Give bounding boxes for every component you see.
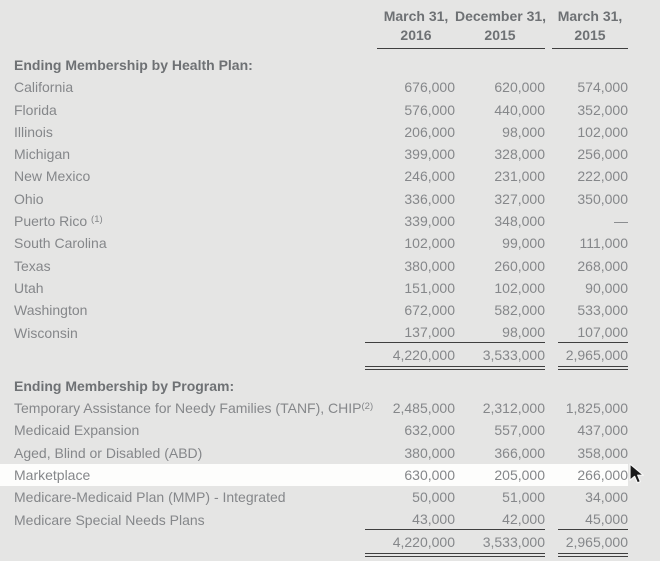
value-column-2 xyxy=(455,188,545,210)
table-row xyxy=(0,442,628,464)
value-column-3 xyxy=(545,165,628,187)
double-rule xyxy=(455,553,545,557)
value-column-3 xyxy=(545,419,628,441)
value-column-3 xyxy=(545,509,628,531)
value-column-3 xyxy=(545,143,628,165)
grand-total-value: 4,220,000 xyxy=(392,533,455,550)
column-header-date-line1: December 31, xyxy=(455,8,547,24)
table-row xyxy=(0,165,628,187)
double-rule xyxy=(365,366,455,370)
table-row xyxy=(0,299,628,321)
value-column-2 xyxy=(455,143,545,165)
header-spacer xyxy=(0,6,365,49)
value-cell: 557,000 xyxy=(494,422,545,439)
value-cell: 151,000 xyxy=(404,279,455,296)
value-cell: 34,000 xyxy=(585,489,628,506)
value-cell: 266,000 xyxy=(577,467,628,484)
value-cell: 205,000 xyxy=(494,467,545,484)
table-row xyxy=(0,99,628,121)
table-row xyxy=(0,419,628,441)
value-column-2 xyxy=(455,397,545,419)
table-row xyxy=(0,277,628,299)
value-cell: 98,000 xyxy=(455,322,545,344)
row-label: Utah xyxy=(14,279,44,296)
grand-total-value: 3,533,000 xyxy=(482,346,545,363)
total-column-1 xyxy=(365,344,455,370)
superscript-footnote-ref: (2) xyxy=(361,400,374,412)
table-row xyxy=(0,486,628,508)
grand-total-value: 4,220,000 xyxy=(392,346,455,363)
double-rule xyxy=(558,553,628,557)
membership-table xyxy=(0,6,647,557)
column-header-date-line1: March 31, xyxy=(383,8,449,24)
value-cell: 328,000 xyxy=(494,146,545,163)
column-header-date-line2: 2015 xyxy=(574,27,606,43)
value-cell: 90,000 xyxy=(585,279,628,296)
value-cell: 576,000 xyxy=(404,101,455,118)
value-column-2 xyxy=(455,442,545,464)
table-row xyxy=(0,76,628,98)
value-column-3 xyxy=(545,232,628,254)
grand-total-value: 2,965,000 xyxy=(565,346,628,363)
value-column-2 xyxy=(455,76,545,98)
section-title: Ending Membership by Health Plan: xyxy=(14,57,253,73)
value-cell: 348,000 xyxy=(494,213,545,230)
table-row xyxy=(0,143,628,165)
value-column-2 xyxy=(455,232,545,254)
double-rule xyxy=(558,366,628,370)
value-cell: 43,000 xyxy=(365,509,455,531)
total-wrap xyxy=(558,344,628,370)
row-label: Illinois xyxy=(14,123,53,140)
value-cell: 620,000 xyxy=(494,79,545,96)
value-column-2 xyxy=(455,419,545,441)
row-label: Ohio xyxy=(14,190,44,207)
value-column-1 xyxy=(365,277,455,299)
value-cell: 352,000 xyxy=(577,101,628,118)
superscript-footnote-ref: (1) xyxy=(91,213,103,225)
value-column-1 xyxy=(365,232,455,254)
row-label: Florida xyxy=(14,101,57,118)
value-cell: 358,000 xyxy=(577,444,628,461)
value-cell: 246,000 xyxy=(404,168,455,185)
value-cell: 42,000 xyxy=(455,509,545,531)
value-cell: 437,000 xyxy=(577,422,628,439)
total-column-2 xyxy=(455,531,545,557)
value-cell: 102,000 xyxy=(577,123,628,140)
row-label: Wisconsin xyxy=(14,324,78,341)
row-label: Washington xyxy=(14,302,88,319)
value-column-2 xyxy=(455,299,545,321)
value-column-1 xyxy=(365,99,455,121)
section-title: Ending Membership by Program: xyxy=(14,377,235,394)
value-column-2 xyxy=(455,121,545,143)
row-label: California xyxy=(14,79,74,96)
value-column-1 xyxy=(365,143,455,165)
value-cell: 231,000 xyxy=(494,168,545,185)
value-column-3 xyxy=(545,486,628,508)
value-cell: 582,000 xyxy=(494,302,545,319)
value-column-3 xyxy=(545,99,628,121)
table-row xyxy=(0,397,628,419)
value-cell: 2,312,000 xyxy=(482,400,545,417)
grand-total-value: 2,965,000 xyxy=(565,533,628,550)
table-row xyxy=(0,121,628,143)
grand-total-value: 3,533,000 xyxy=(482,533,545,550)
value-cell: 98,000 xyxy=(502,123,545,140)
value-cell: 440,000 xyxy=(494,101,545,118)
value-column-3 xyxy=(545,210,628,232)
value-column-2 xyxy=(455,509,545,531)
column-header-date-line2: 2015 xyxy=(484,27,516,43)
row-label: Temporary Assistance for Needy Families (TANF), CHIP$^{(2)}$ xyxy=(14,400,374,417)
value-column-3 xyxy=(545,255,628,277)
value-cell: 111,000 xyxy=(579,235,628,252)
value-cell: 630,000 xyxy=(404,467,455,484)
table-row-highlighted xyxy=(0,464,628,486)
value-cell: 51,000 xyxy=(502,489,545,506)
value-cell: 260,000 xyxy=(494,257,545,274)
value-column-1 xyxy=(365,255,455,277)
value-column-2 xyxy=(455,165,545,187)
total-column-1 xyxy=(365,531,455,557)
value-cell: 137,000 xyxy=(365,322,455,344)
total-wrap xyxy=(455,344,545,370)
value-column-1 xyxy=(365,419,455,441)
value-cell: 380,000 xyxy=(404,257,455,274)
table-row xyxy=(0,232,628,254)
value-cell: 50,000 xyxy=(412,489,455,506)
value-cell: 533,000 xyxy=(577,302,628,319)
value-column-1 xyxy=(365,210,455,232)
total-wrap xyxy=(365,531,455,557)
total-row-spacer xyxy=(0,344,365,370)
column-header-date-line1: March 31, xyxy=(557,8,623,24)
value-cell: 2,485,000 xyxy=(392,400,455,417)
value-column-2 xyxy=(455,210,545,232)
value-column-2 xyxy=(455,255,545,277)
column-header-date-line2: 2016 xyxy=(400,27,432,43)
value-column-1 xyxy=(365,165,455,187)
value-cell: 222,000 xyxy=(577,168,628,185)
value-column-2 xyxy=(455,99,545,121)
column-header-march-2015 xyxy=(552,6,628,49)
value-cell: 268,000 xyxy=(577,257,628,274)
table-row xyxy=(0,210,628,232)
total-wrap xyxy=(558,531,628,557)
value-cell: 206,000 xyxy=(404,123,455,140)
value-column-3 xyxy=(545,76,628,98)
table-row xyxy=(0,509,628,531)
value-column-1 xyxy=(365,486,455,508)
value-column-2 xyxy=(455,322,545,344)
row-label: Michigan xyxy=(14,146,71,163)
value-column-2 xyxy=(455,464,545,486)
value-column-1 xyxy=(365,509,455,531)
value-cell: 676,000 xyxy=(404,79,455,96)
total-column-3 xyxy=(545,531,628,557)
value-cell: 380,000 xyxy=(404,444,455,461)
value-cell: 256,000 xyxy=(577,146,628,163)
value-column-1 xyxy=(365,322,455,344)
table-row xyxy=(0,322,628,344)
value-column-2 xyxy=(455,277,545,299)
value-column-3 xyxy=(545,442,628,464)
column-header-march-2016 xyxy=(377,6,455,49)
row-label: New Mexico xyxy=(14,168,91,185)
value-column-3 xyxy=(545,322,628,344)
row-label: Texas xyxy=(14,257,51,274)
table-row xyxy=(0,255,628,277)
value-cell: — xyxy=(614,213,628,230)
value-column-1 xyxy=(365,121,455,143)
value-column-1 xyxy=(365,442,455,464)
value-cell: 632,000 xyxy=(404,422,455,439)
row-label: Marketplace xyxy=(14,467,91,484)
total-row xyxy=(0,531,628,557)
total-row-spacer xyxy=(0,531,365,557)
value-cell: 339,000 xyxy=(404,213,455,230)
value-cell: 102,000 xyxy=(494,279,545,296)
value-column-1 xyxy=(365,464,455,486)
column-header-december-2015 xyxy=(455,6,545,49)
value-cell: 574,000 xyxy=(577,79,628,96)
value-column-3 xyxy=(545,277,628,299)
value-column-1 xyxy=(365,188,455,210)
row-label: Puerto Rico $^{(1)}$ xyxy=(14,213,103,230)
value-cell: 1,825,000 xyxy=(565,400,628,417)
value-cell: 399,000 xyxy=(404,146,455,163)
value-cell: 45,000 xyxy=(558,509,628,531)
total-column-2 xyxy=(455,344,545,370)
value-column-3 xyxy=(545,188,628,210)
total-wrap xyxy=(455,531,545,557)
value-cell: 99,000 xyxy=(502,235,545,252)
value-column-1 xyxy=(365,76,455,98)
table-row xyxy=(0,188,628,210)
value-cell: 366,000 xyxy=(494,444,545,461)
value-column-3 xyxy=(545,121,628,143)
row-label: South Carolina xyxy=(14,235,107,252)
table-header xyxy=(0,6,628,49)
value-column-1 xyxy=(365,397,455,419)
row-label: Medicaid Expansion xyxy=(14,422,140,439)
row-label: Aged, Blind or Disabled (ABD) xyxy=(14,444,203,461)
total-row xyxy=(0,344,628,370)
row-label: Medicare-Medicaid Plan (MMP) - Integrated xyxy=(14,489,286,506)
value-cell: 107,000 xyxy=(558,322,628,344)
value-column-2 xyxy=(455,486,545,508)
value-cell: 672,000 xyxy=(404,302,455,319)
value-column-3 xyxy=(545,397,628,419)
value-cell: 336,000 xyxy=(404,190,455,207)
value-cell: 327,000 xyxy=(494,190,545,207)
total-wrap xyxy=(365,344,455,370)
double-rule xyxy=(455,366,545,370)
value-column-3 xyxy=(545,464,628,486)
value-column-1 xyxy=(365,299,455,321)
value-column-3 xyxy=(545,299,628,321)
value-cell: 350,000 xyxy=(577,190,628,207)
value-cell: 102,000 xyxy=(404,235,455,252)
double-rule xyxy=(365,553,455,557)
total-column-3 xyxy=(545,344,628,370)
row-label: Medicare Special Needs Plans xyxy=(14,511,205,528)
